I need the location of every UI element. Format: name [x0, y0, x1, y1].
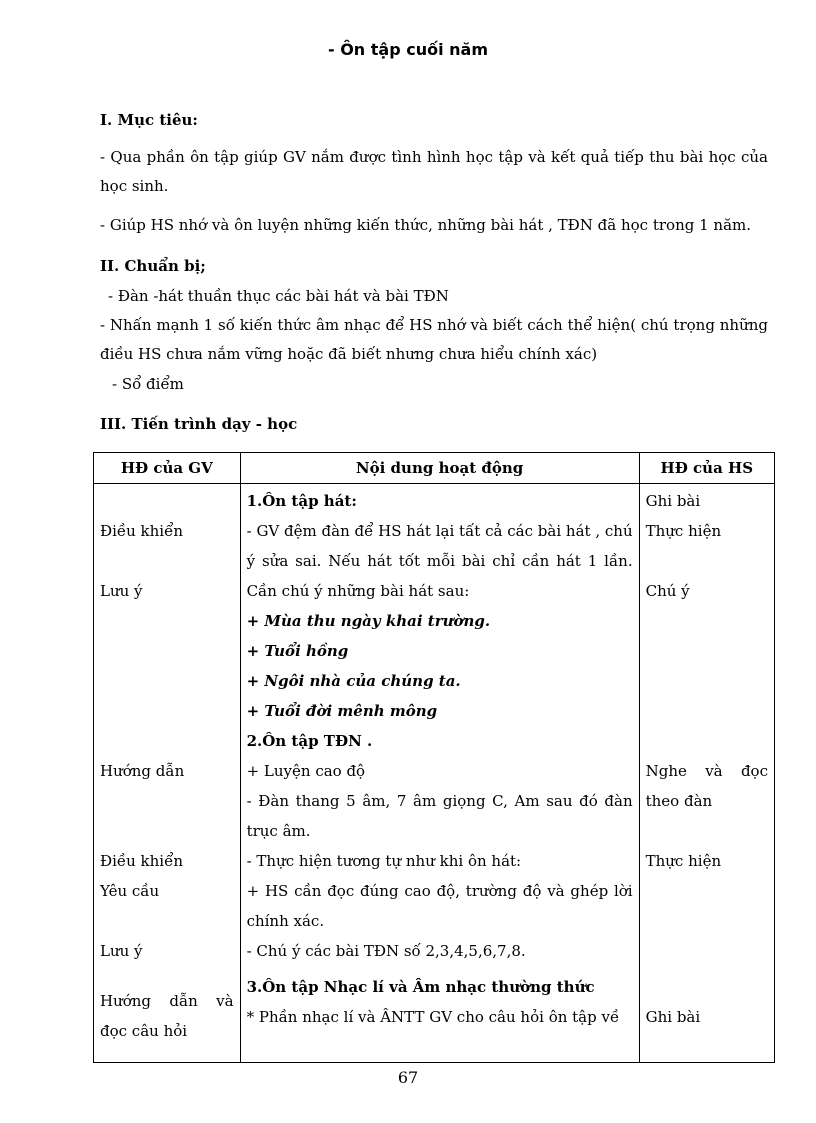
- teacher-activity-cell: [94, 484, 241, 1063]
- teacher-item: Hướng dẫn và đọc câu hỏi: [100, 992, 234, 1040]
- section-heading-objectives: I. Mục tiêu:: [100, 111, 198, 129]
- header-teacher-activity: HĐ của GV: [94, 453, 241, 484]
- content-heading-theory: 3.Ôn tập Nhạc lí và Âm nhạc thường thức: [246, 978, 595, 996]
- teacher-item: Điều khiển: [100, 852, 183, 870]
- content-text: - GV đệm đàn để HS hát lại tất cả các bài hát , chú ý sửa sai. Nếu hát tốt mỗi bài chỉ cần hát 1 lần. Cần chú ý những bài hát sau:: [246, 522, 633, 600]
- content-text: - Đàn thang 5 âm, 7 âm giọng C, Am sau đó đàn trục âm.: [246, 792, 633, 840]
- lesson-table: [93, 452, 775, 1063]
- song-item: + Tuổi hồng: [246, 642, 349, 660]
- student-item: Nghe và đọc theo đàn: [645, 762, 768, 810]
- section-heading-process: III. Tiến trình dạy - học: [100, 415, 298, 433]
- page-number: 67: [397, 1068, 419, 1087]
- student-item: Ghi bài: [645, 492, 701, 510]
- table-row: [94, 484, 775, 1063]
- student-activity-cell: [639, 484, 774, 1063]
- header-activity-content: Nội dung hoạt động: [240, 453, 639, 484]
- song-item: + Tuổi đời mênh mông: [246, 702, 438, 720]
- section-heading-preparation: II. Chuẩn bị;: [100, 257, 206, 275]
- teacher-item: Hướng dẫn: [100, 762, 185, 780]
- content-text: - Thực hiện tương tự như khi ôn hát:: [246, 852, 522, 870]
- teacher-item: Điều khiển: [100, 522, 183, 540]
- objective-item-1: - Qua phần ôn tập giúp GV nắm được tình hình học tập và kết quả tiếp thu bài học của học sinh.: [100, 148, 768, 195]
- preparation-item-1: - Đàn -hát thuần thục các bài hát và bài TĐN: [108, 287, 449, 305]
- content-heading-singing: 1.Ôn tập hát:: [246, 492, 357, 510]
- header-student-activity: HĐ của HS: [639, 453, 774, 484]
- content-text: + HS cần đọc đúng cao độ, trường độ và ghép lời chính xác.: [246, 882, 633, 930]
- content-text: + Luyện cao độ: [246, 762, 366, 780]
- table-header-row: [94, 453, 775, 484]
- content-heading-sight-reading: 2.Ôn tập TĐN .: [246, 732, 373, 750]
- page-title: - Ôn tập cuối năm: [327, 40, 489, 59]
- objective-item-2: - Giúp HS nhớ và ôn luyện những kiến thức, những bài hát , TĐN đã học trong 1 năm.: [100, 216, 752, 234]
- song-item: + Ngôi nhà của chúng ta.: [246, 672, 461, 690]
- teacher-item: Lưu ý: [100, 582, 143, 600]
- content-text: - Chú ý các bài TĐN số 2,3,4,5,6,7,8.: [246, 942, 526, 960]
- student-item: Thực hiện: [645, 522, 722, 540]
- student-item: Chú ý: [645, 582, 690, 600]
- preparation-item-3: - Sổ điểm: [112, 375, 184, 393]
- student-item: Thực hiện: [645, 852, 722, 870]
- teacher-item: Lưu ý: [100, 942, 143, 960]
- content-text: * Phần nhạc lí và ÂNTT GV cho câu hỏi ôn tập về: [246, 1008, 620, 1026]
- student-item: Ghi bài: [645, 1008, 701, 1026]
- preparation-item-2: - Nhấn mạnh 1 số kiến thức âm nhạc để HS nhớ và biết cách thể hiện( chú trọng những điều HS chưa nắm vững hoặc đã biết nhưng chưa hiểu chính xác): [100, 316, 768, 363]
- activity-content-cell: [240, 484, 639, 1063]
- teacher-item: Yêu cầu: [100, 882, 160, 900]
- song-item: + Mùa thu ngày khai trường.: [246, 612, 491, 630]
